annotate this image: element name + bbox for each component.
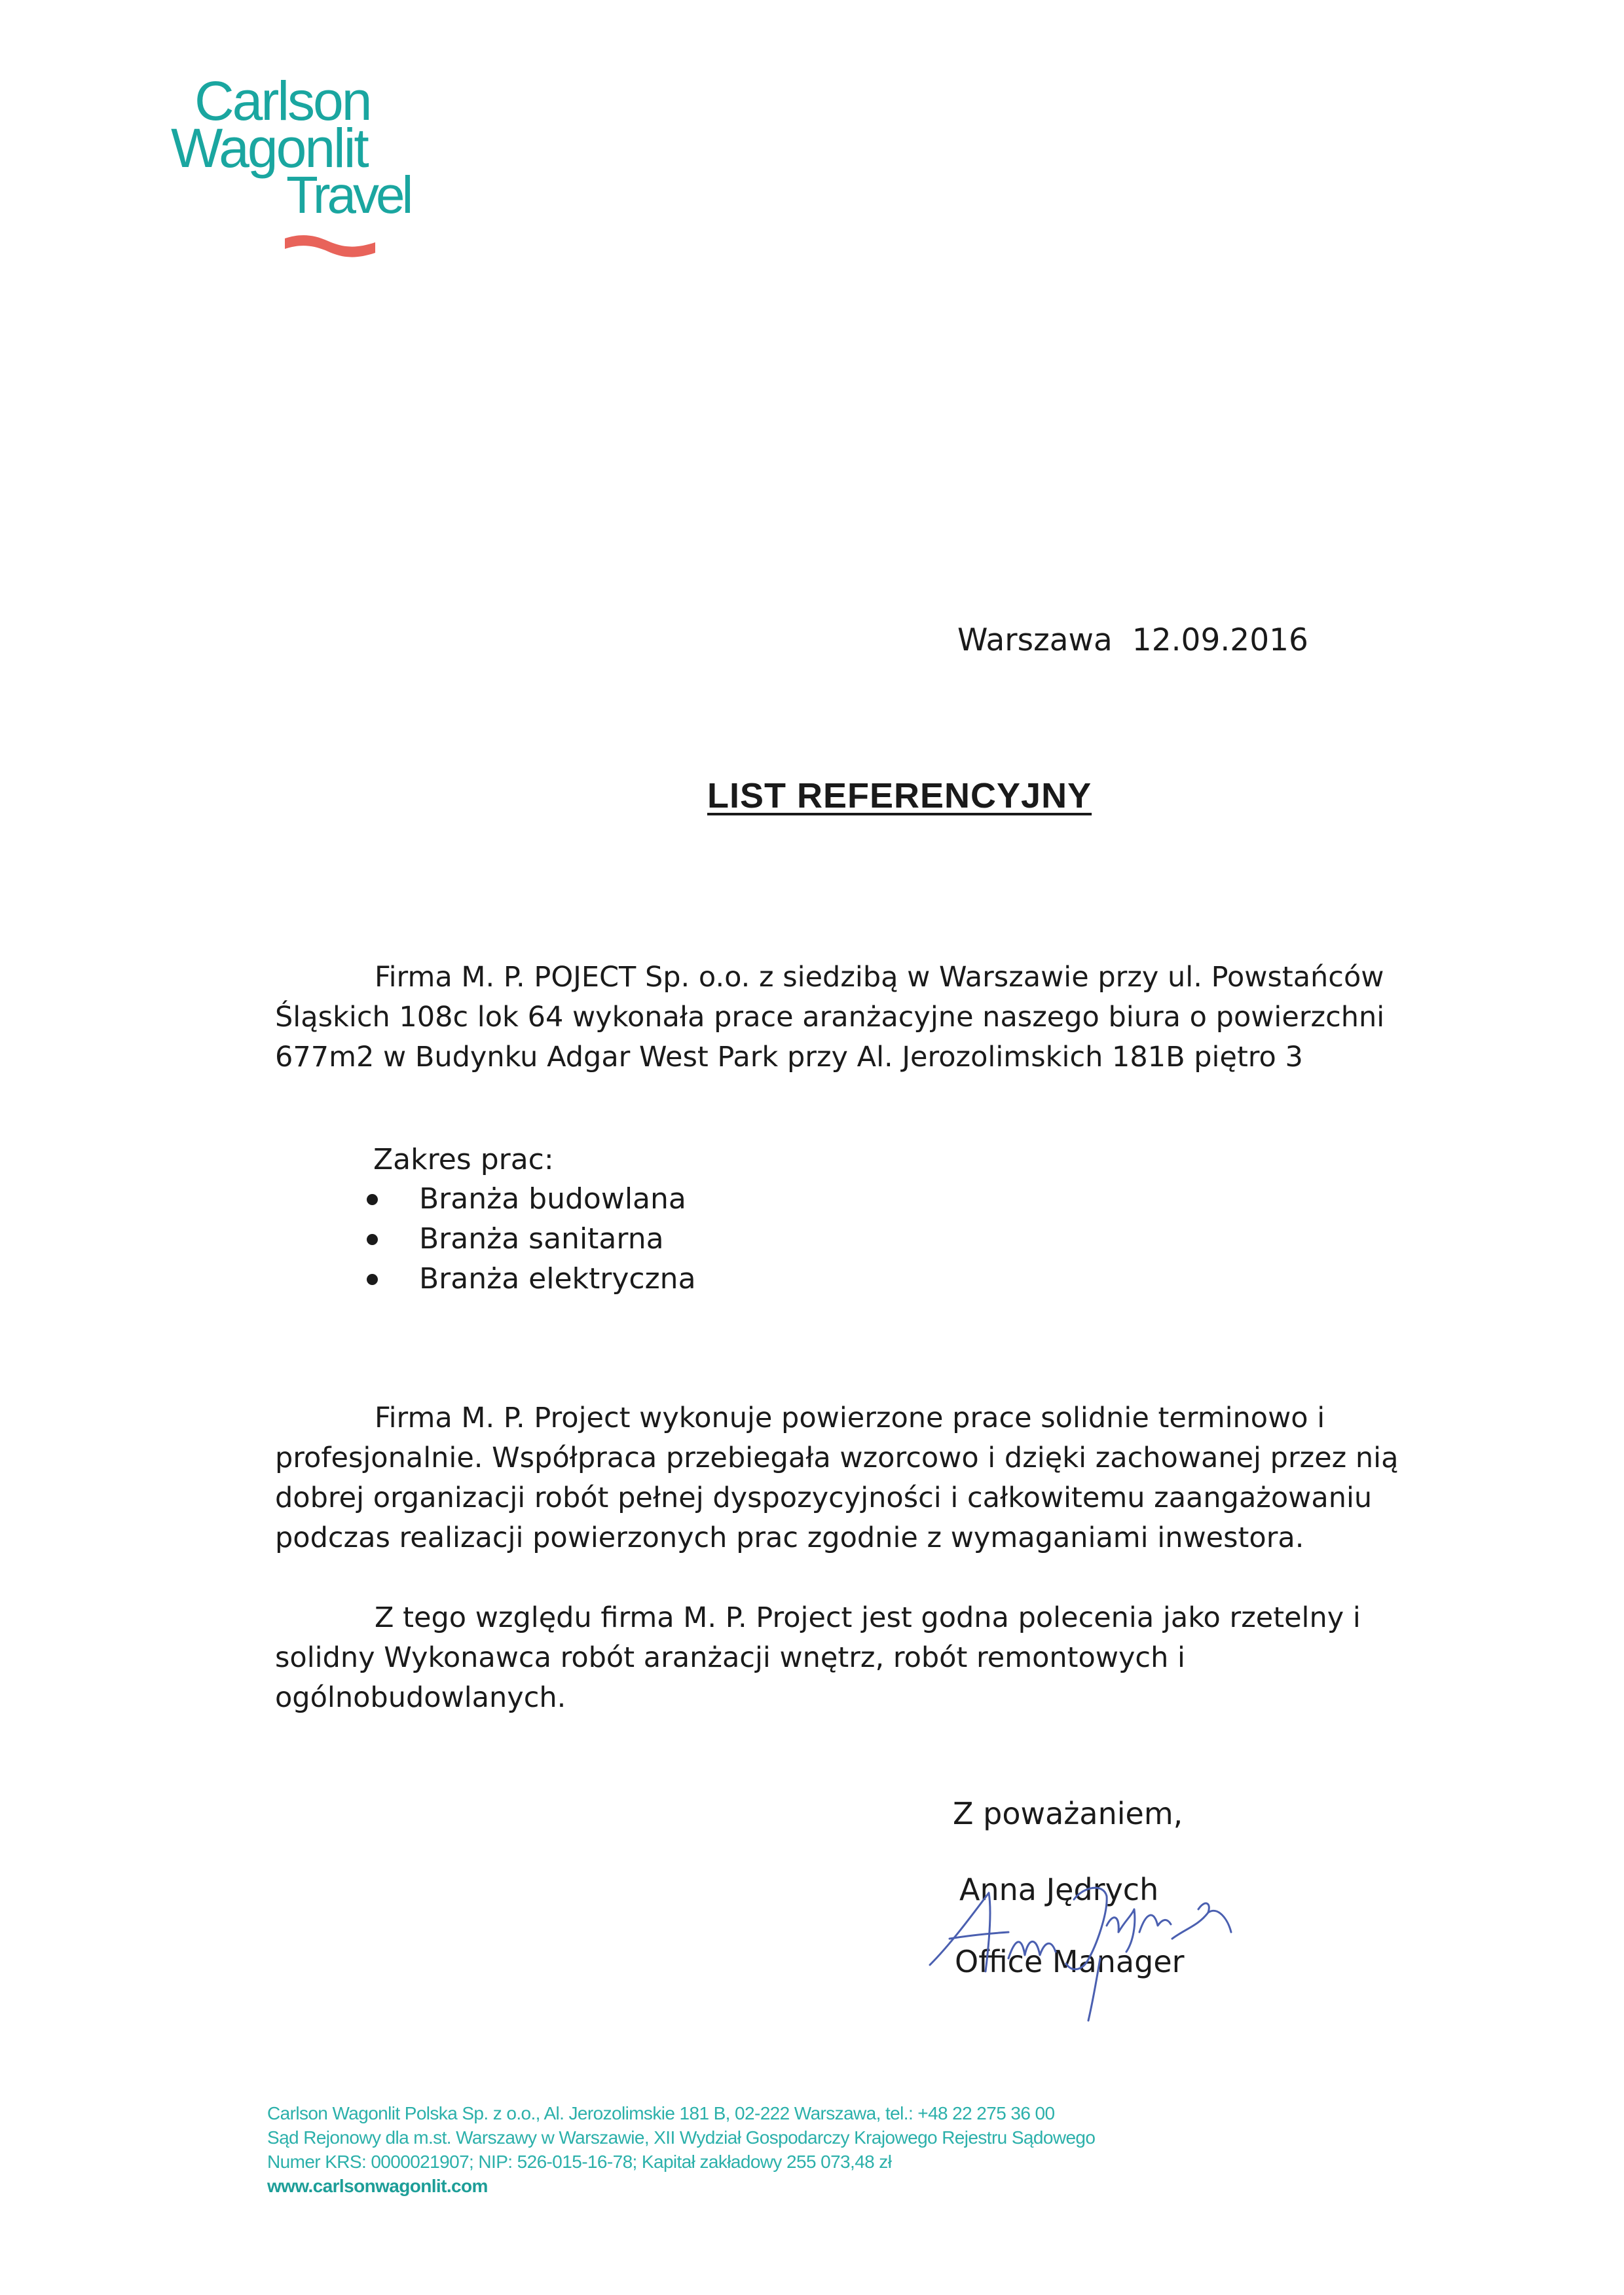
paragraph-line: profesjonalnie. Współpraca przebiegała wzorcowo i dzięki zachowanej przez nią <box>275 1442 1399 1474</box>
signer-role: Office Manager <box>955 1944 1185 1979</box>
letter-title: LIST REFERENCYJNY <box>707 776 1092 815</box>
paragraph-line: podczas realizacji powierzonych prac zgodnie z wymaganiami inwestora. <box>275 1521 1304 1554</box>
paragraph-line: Śląskich 108c lok 64 wykonała prace aranżacyjne naszego biura o powierzchni <box>275 1001 1385 1034</box>
company-logo <box>167 70 442 270</box>
footer-court: Sąd Rejonowy dla m.st. Warszawy w Warszawie, XII Wydział Gospodarczy Krajowego Rejestru Sądowego <box>267 2127 1096 2148</box>
assessment-paragraph <box>275 1398 1490 1558</box>
bullet-icon <box>367 1234 378 1245</box>
scope-item <box>419 1259 696 1299</box>
logo-text-carlson: Carlson <box>194 70 371 132</box>
scope-list <box>419 1179 696 1299</box>
scope-item-label: Branża budowlana <box>419 1182 686 1216</box>
logo-text-travel: Travel <box>286 166 411 224</box>
paragraph-line: Z tego względu firma M. P. Project jest godna polecenia jako rzetelny i <box>375 1601 1361 1634</box>
footer-address: Carlson Wagonlit Polska Sp. z o.o., Al. Jerozolimskie 181 B, 02-222 Warszawa, tel.: +48 22 275 36 00 <box>267 2103 1055 2123</box>
scope-item <box>419 1179 696 1219</box>
paragraph-line: Firma M. P. Project wykonuje powierzone prace solidnie terminowo i <box>375 1402 1325 1434</box>
footer-registration: Numer KRS: 0000021907; NIP: 526-015-16-78; Kapitał zakładowy 255 073,48 zł <box>267 2152 892 2172</box>
logo-text-wagonlit: Wagonlit <box>171 117 367 179</box>
date-place: Warszawa <box>957 622 1113 658</box>
paragraph-line: ogólnobudowlanych. <box>275 1681 566 1714</box>
bullet-icon <box>367 1274 378 1285</box>
bullet-icon <box>367 1194 378 1205</box>
recommendation-paragraph <box>275 1598 1490 1718</box>
paragraph-line: dobrej organizacji robót pełnej dyspozycyjności i całkowitemu zaangażowaniu <box>275 1482 1373 1514</box>
scope-heading: Zakres prac: <box>373 1143 554 1176</box>
signer-name: Anna Jędrych <box>959 1872 1159 1907</box>
paragraph-line: Firma M. P. POJECT Sp. o.o. z siedzibą w Warszawie przy ul. Powstańców <box>375 961 1384 994</box>
paragraph-line: 677m2 w Budynku Adgar West Park przy Al. Jerozolimskich 181B piętro 3 <box>275 1041 1303 1073</box>
scope-item <box>419 1219 696 1259</box>
logo-ribbon-icon <box>282 229 378 263</box>
intro-paragraph <box>275 958 1490 1077</box>
date-line <box>957 622 1308 658</box>
footer-website-link[interactable]: www.carlsonwagonlit.com <box>267 2176 488 2196</box>
paragraph-line: solidny Wykonawca robót aranżacji wnętrz, robót remontowych i <box>275 1641 1185 1674</box>
scope-item-label: Branża elektryczna <box>419 1262 696 1296</box>
closing-salutation: Z poważaniem, <box>953 1796 1183 1831</box>
handwritten-signature-icon <box>910 1847 1251 2030</box>
scope-item-label: Branża sanitarna <box>419 1222 664 1256</box>
company-footer <box>267 2101 1095 2198</box>
date-value: 12.09.2016 <box>1132 622 1308 658</box>
